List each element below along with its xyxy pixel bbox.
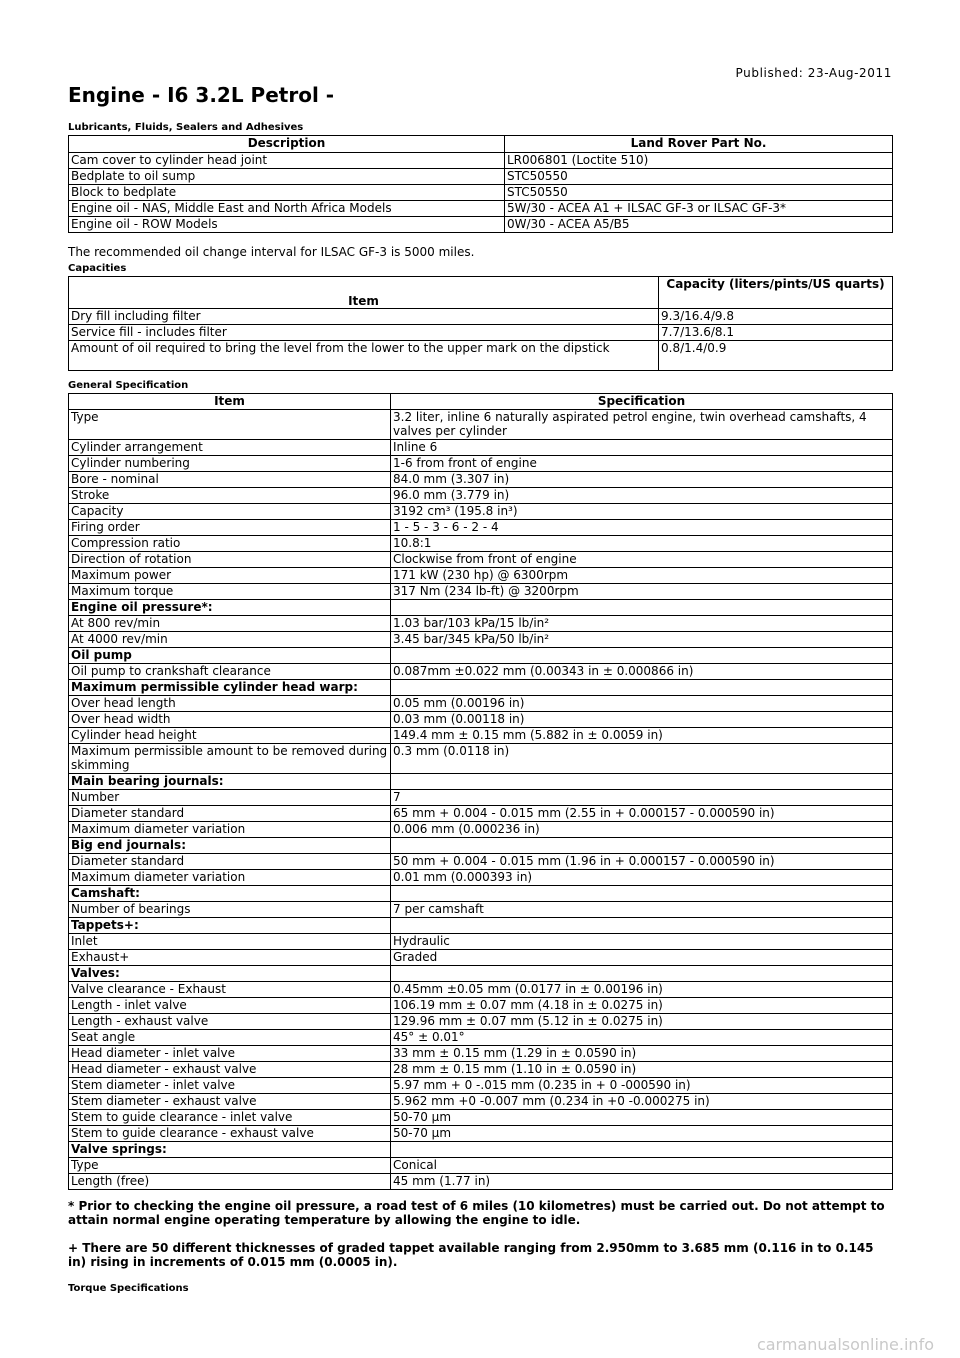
table-row (69, 982, 893, 998)
item-cell: Maximum diameter variation (69, 822, 391, 838)
table-row (69, 584, 893, 600)
item-cell: Maximum torque (69, 584, 391, 600)
item-cell: Over head width (69, 712, 391, 728)
item-cell: Engine oil pressure*: (69, 600, 391, 616)
value-cell: 1-6 from front of engine (391, 456, 893, 472)
value-cell: 50 mm + 0.004 - 0.015 mm (1.96 in + 0.000157 - 0.000590 in) (391, 854, 893, 870)
table-row (69, 966, 893, 982)
table-row (69, 902, 893, 918)
value-cell: Inline 6 (391, 440, 893, 456)
value-cell: 0.05 mm (0.00196 in) (391, 696, 893, 712)
item-cell: Inlet (69, 934, 391, 950)
item-cell: Bedplate to oil sump (69, 169, 505, 185)
table-row (69, 309, 893, 325)
table-row (69, 728, 893, 744)
value-cell: 96.0 mm (3.779 in) (391, 488, 893, 504)
item-cell: Capacity (69, 504, 391, 520)
item-cell: Valve clearance - Exhaust (69, 982, 391, 998)
item-cell: Seat angle (69, 1030, 391, 1046)
value-cell: 149.4 mm ± 0.15 mm (5.882 in ± 0.0059 in) (391, 728, 893, 744)
value-cell: 33 mm ± 0.15 mm (1.29 in ± 0.0590 in) (391, 1046, 893, 1062)
table-row (69, 632, 893, 648)
oil-change-note: The recommended oil change interval for ILSAC GF-3 is 5000 miles. (68, 245, 475, 259)
table-row (69, 536, 893, 552)
table-row (69, 870, 893, 886)
item-cell: Stroke (69, 488, 391, 504)
table-row (69, 520, 893, 536)
column-header-item: Item (69, 394, 391, 410)
page-title: Engine - I6 3.2L Petrol - (68, 83, 335, 107)
item-cell: Diameter standard (69, 854, 391, 870)
watermark: carmanualsonline.info (756, 1335, 934, 1354)
item-cell: Service fill - includes filter (69, 325, 659, 341)
value-cell: 45° ± 0.01° (391, 1030, 893, 1046)
table-row (69, 854, 893, 870)
value-cell: 0W/30 - ACEA A5/B5 (505, 217, 893, 233)
item-cell: Stem to guide clearance - exhaust valve (69, 1126, 391, 1142)
value-cell (391, 966, 893, 982)
value-cell (391, 774, 893, 790)
item-cell: Tappets+: (69, 918, 391, 934)
item-cell: Diameter standard (69, 806, 391, 822)
value-cell (391, 886, 893, 902)
value-cell: 0.006 mm (0.000236 in) (391, 822, 893, 838)
item-cell: Firing order (69, 520, 391, 536)
table-row (69, 1126, 893, 1142)
lubricants-section-title: Lubricants, Fluids, Sealers and Adhesives (68, 122, 304, 133)
capacities-table (68, 276, 893, 371)
item-cell: At 800 rev/min (69, 616, 391, 632)
table-row (69, 1014, 893, 1030)
value-cell: 0.8/1.4/0.9 (659, 341, 893, 371)
item-cell: Type (69, 410, 391, 440)
table-row (69, 1062, 893, 1078)
table-row (69, 744, 893, 774)
item-cell: Camshaft: (69, 886, 391, 902)
capacities-section-title: Capacities (68, 263, 127, 274)
torque-section-title: Torque Specifications (68, 1283, 189, 1294)
value-cell (391, 600, 893, 616)
value-cell: 45 mm (1.77 in) (391, 1174, 893, 1190)
table-row (69, 998, 893, 1014)
value-cell: 0.3 mm (0.0118 in) (391, 744, 893, 774)
general-specification-table (68, 393, 893, 1190)
footnote-oil-pressure: * Prior to checking the engine oil pressure, a road test of 6 miles (10 kilometres) must be carried out. Do not attempt to attain normal engine operating temperature by allowing the engine to idle. (68, 1199, 885, 1227)
table-row (69, 616, 893, 632)
value-cell: STC50550 (505, 185, 893, 201)
table-row (69, 440, 893, 456)
table-row (69, 838, 893, 854)
value-cell: 7 per camshaft (391, 902, 893, 918)
value-cell: 3.2 liter, inline 6 naturally aspirated petrol engine, twin overhead camshafts, 4 valves per cylinder (391, 410, 893, 440)
table-row (69, 696, 893, 712)
value-cell: 0.45mm ±0.05 mm (0.0177 in ± 0.00196 in) (391, 982, 893, 998)
item-cell: Maximum permissible amount to be removed during skimming (69, 744, 391, 774)
value-cell: 28 mm ± 0.15 mm (1.10 in ± 0.0590 in) (391, 1062, 893, 1078)
table-row (69, 648, 893, 664)
item-cell: Maximum power (69, 568, 391, 584)
table-row (69, 1046, 893, 1062)
footnote-tappets: + There are 50 different thicknesses of graded tappet available ranging from 2.950mm to 3.685 mm (0.116 in to 0.145 in) rising in increments of 0.015 mm (0.0005 in). (68, 1241, 874, 1269)
value-cell: 0.01 mm (0.000393 in) (391, 870, 893, 886)
item-cell: Dry fill including filter (69, 309, 659, 325)
value-cell: 7 (391, 790, 893, 806)
item-cell: Oil pump to crankshaft clearance (69, 664, 391, 680)
table-row (69, 456, 893, 472)
value-cell: Clockwise from front of engine (391, 552, 893, 568)
item-cell: Number of bearings (69, 902, 391, 918)
item-cell: Cylinder numbering (69, 456, 391, 472)
general-section-title: General Specification (68, 380, 189, 391)
item-cell: Big end journals: (69, 838, 391, 854)
column-header-capacity: Capacity (liters/pints/US quarts) (659, 277, 893, 309)
item-cell: Valves: (69, 966, 391, 982)
table-row (69, 169, 893, 185)
column-header-part-no: Land Rover Part No. (505, 136, 893, 153)
item-cell: Engine oil - NAS, Middle East and North Africa Models (69, 201, 505, 217)
value-cell: 3.45 bar/345 kPa/50 lb/in² (391, 632, 893, 648)
value-cell: STC50550 (505, 169, 893, 185)
item-cell: Length - inlet valve (69, 998, 391, 1014)
item-cell: Main bearing journals: (69, 774, 391, 790)
value-cell: 1 - 5 - 3 - 6 - 2 - 4 (391, 520, 893, 536)
table-row (69, 680, 893, 696)
item-cell: Maximum diameter variation (69, 870, 391, 886)
item-cell: Type (69, 1158, 391, 1174)
item-cell: Head diameter - exhaust valve (69, 1062, 391, 1078)
value-cell: 9.3/16.4/9.8 (659, 309, 893, 325)
table-row (69, 488, 893, 504)
table-row (69, 1110, 893, 1126)
item-cell: Stem to guide clearance - inlet valve (69, 1110, 391, 1126)
value-cell (391, 918, 893, 934)
value-cell: 3192 cm³ (195.8 in³) (391, 504, 893, 520)
item-cell: Compression ratio (69, 536, 391, 552)
value-cell: 7.7/13.6/8.1 (659, 325, 893, 341)
table-row (69, 472, 893, 488)
item-cell: Over head length (69, 696, 391, 712)
value-cell: Graded (391, 950, 893, 966)
value-cell: 10.8:1 (391, 536, 893, 552)
table-row (69, 774, 893, 790)
table-row (69, 1174, 893, 1190)
table-row (69, 410, 893, 440)
item-cell: Number (69, 790, 391, 806)
value-cell: 50-70 µm (391, 1126, 893, 1142)
value-cell: 0.03 mm (0.00118 in) (391, 712, 893, 728)
item-cell: Cylinder head height (69, 728, 391, 744)
table-row (69, 153, 893, 169)
table-row (69, 325, 893, 341)
table-row (69, 1030, 893, 1046)
value-cell (391, 1142, 893, 1158)
table-row (69, 504, 893, 520)
published-date: Published: 23-Aug-2011 (735, 66, 892, 80)
table-row (69, 185, 893, 201)
item-cell: Amount of oil required to bring the level from the lower to the upper mark on the dipstick (69, 341, 659, 371)
table-row (69, 1158, 893, 1174)
column-header-description: Description (69, 136, 505, 153)
table-row (69, 712, 893, 728)
table-row (69, 664, 893, 680)
column-header-specification: Specification (391, 394, 893, 410)
value-cell: 317 Nm (234 lb-ft) @ 3200rpm (391, 584, 893, 600)
table-row (69, 568, 893, 584)
table-row (69, 341, 893, 371)
value-cell (391, 680, 893, 696)
item-cell: Oil pump (69, 648, 391, 664)
item-cell: Valve springs: (69, 1142, 391, 1158)
table-row (69, 806, 893, 822)
item-cell: Exhaust+ (69, 950, 391, 966)
item-cell: Engine oil - ROW Models (69, 217, 505, 233)
table-row (69, 918, 893, 934)
lubricants-table (68, 135, 893, 233)
item-cell: Stem diameter - inlet valve (69, 1078, 391, 1094)
table-row (69, 790, 893, 806)
value-cell: LR006801 (Loctite 510) (505, 153, 893, 169)
value-cell: 129.96 mm ± 0.07 mm (5.12 in ± 0.0275 in) (391, 1014, 893, 1030)
value-cell (391, 648, 893, 664)
value-cell: 5W/30 - ACEA A1 + ILSAC GF-3 or ILSAC GF-3* (505, 201, 893, 217)
value-cell: 171 kW (230 hp) @ 6300rpm (391, 568, 893, 584)
table-row (69, 552, 893, 568)
value-cell: 106.19 mm ± 0.07 mm (4.18 in ± 0.0275 in) (391, 998, 893, 1014)
item-cell: Length (free) (69, 1174, 391, 1190)
item-cell: Stem diameter - exhaust valve (69, 1094, 391, 1110)
table-row (69, 1078, 893, 1094)
table-row (69, 950, 893, 966)
value-cell: 1.03 bar/103 kPa/15 lb/in² (391, 616, 893, 632)
value-cell: 5.97 mm + 0 -.015 mm (0.235 in + 0 -000590 in) (391, 1078, 893, 1094)
value-cell: Conical (391, 1158, 893, 1174)
value-cell: 5.962 mm +0 -0.007 mm (0.234 in +0 -0.000275 in) (391, 1094, 893, 1110)
table-row (69, 217, 893, 233)
item-cell: Length - exhaust valve (69, 1014, 391, 1030)
item-cell: Head diameter - inlet valve (69, 1046, 391, 1062)
value-cell (391, 838, 893, 854)
item-cell: Cylinder arrangement (69, 440, 391, 456)
table-row (69, 1142, 893, 1158)
table-row (69, 886, 893, 902)
table-row (69, 600, 893, 616)
item-cell: Direction of rotation (69, 552, 391, 568)
table-row (69, 934, 893, 950)
value-cell: Hydraulic (391, 934, 893, 950)
table-row (69, 1094, 893, 1110)
table-row (69, 822, 893, 838)
table-row (69, 201, 893, 217)
item-cell: Cam cover to cylinder head joint (69, 153, 505, 169)
item-cell: Bore - nominal (69, 472, 391, 488)
column-header-item: Item (69, 277, 659, 309)
item-cell: Block to bedplate (69, 185, 505, 201)
value-cell: 0.087mm ±0.022 mm (0.00343 in ± 0.000866 in) (391, 664, 893, 680)
value-cell: 50-70 µm (391, 1110, 893, 1126)
item-cell: At 4000 rev/min (69, 632, 391, 648)
value-cell: 84.0 mm (3.307 in) (391, 472, 893, 488)
value-cell: 65 mm + 0.004 - 0.015 mm (2.55 in + 0.000157 - 0.000590 in) (391, 806, 893, 822)
item-cell: Maximum permissible cylinder head warp: (69, 680, 391, 696)
